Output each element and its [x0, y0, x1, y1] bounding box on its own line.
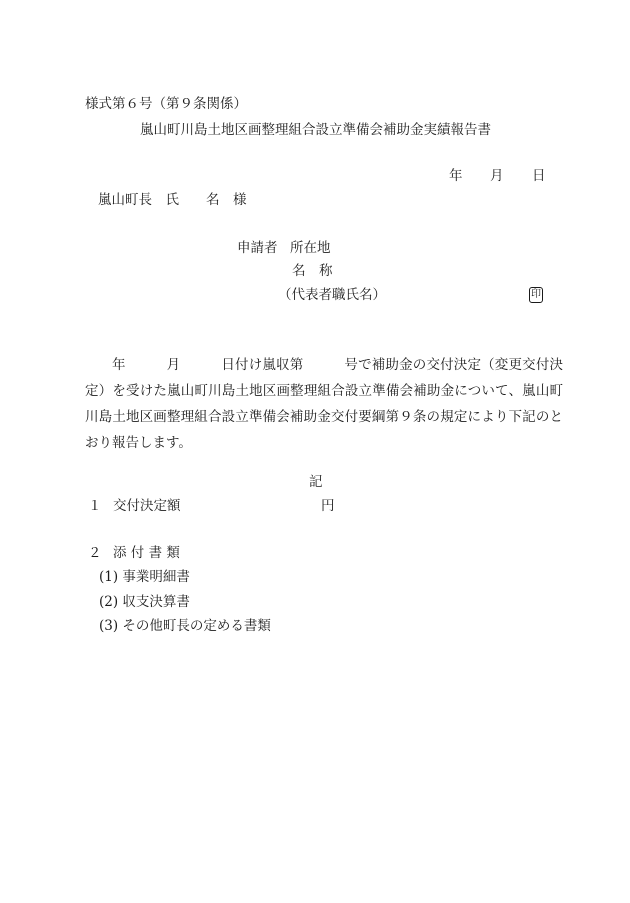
- date-month: 月: [490, 168, 504, 184]
- attachment-item: (3) その他町長の定める書類: [99, 618, 271, 634]
- form-number: 様式第６号（第９条関係）: [85, 96, 247, 112]
- name-label: 名 称: [292, 263, 333, 279]
- attachment-item: (2) 収支決算書: [99, 594, 190, 610]
- addressee: 嵐山町長 氏 名 様: [98, 192, 247, 208]
- applicant-label: 申請者: [237, 240, 278, 256]
- item1-unit: 円: [321, 498, 335, 514]
- address-label: 所在地: [290, 240, 331, 256]
- date-day: 日: [532, 168, 546, 184]
- item1-number: １: [88, 498, 102, 514]
- representative-label: （代表者職氏名）: [278, 287, 386, 303]
- date-year: 年: [449, 168, 463, 184]
- document-title: 嵐山町川島土地区画整理組合設立準備会補助金実績報告書: [140, 122, 491, 138]
- report-body: 年 月 日付け嵐収第 号で補助金の交付決定（変更交付決定）を受けた嵐山町川島土地区画整理組合設立準備会補助金について、嵐山町川島土地区画整理組合設立準備会補助金交付要綱第９条の規定により下記のとおり報告します。: [85, 357, 563, 451]
- item1-label: 交付決定額: [113, 498, 181, 514]
- item2-number: ２: [88, 545, 102, 561]
- seal-mark: 印: [529, 287, 543, 303]
- item2-label: 添 付 書 類: [113, 545, 180, 561]
- attachment-item: (1) 事業明細書: [99, 569, 190, 585]
- ki-heading: 記: [309, 474, 323, 490]
